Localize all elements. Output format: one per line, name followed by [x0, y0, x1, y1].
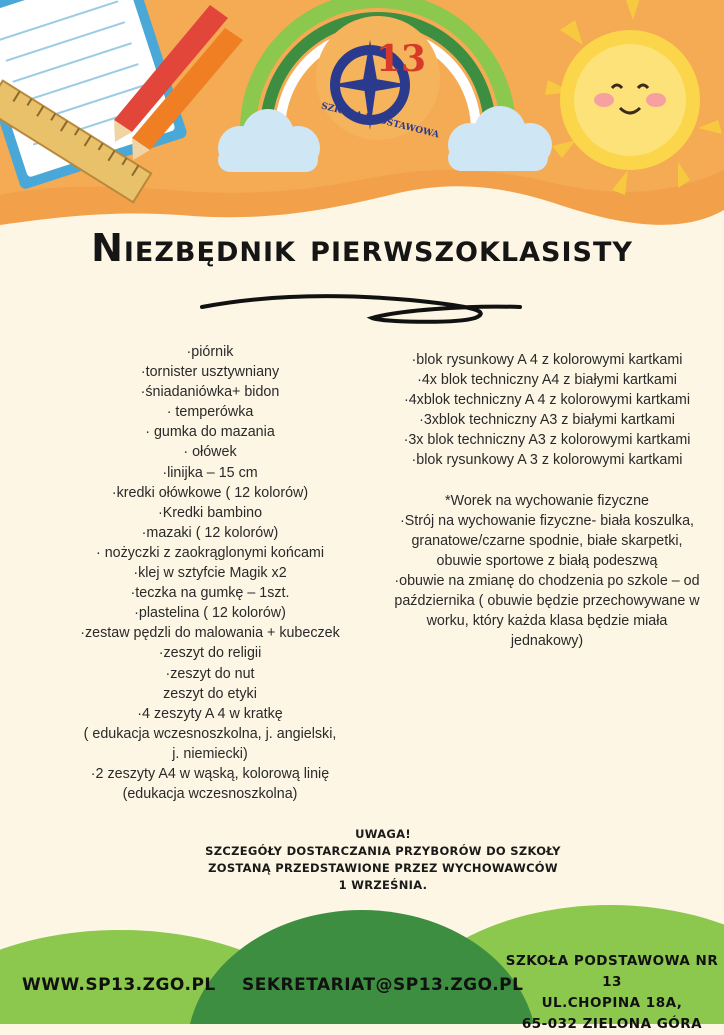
list-item: · temperówka: [166, 404, 254, 421]
logo-number: 13: [376, 38, 427, 80]
list-item: · ołówek: [183, 444, 237, 461]
list-item: ·mazaki ( 12 kolorów): [141, 524, 279, 541]
list-item: ·3x blok techniczny A3 z kolorowymi kartkami: [403, 432, 691, 449]
list-item: ·linijka – 15 cm: [162, 464, 258, 481]
list-item: ·4x blok techniczny A4 z białymi kartkami: [417, 372, 677, 389]
list-item: ·klej w sztyfcie Magik x2: [133, 565, 287, 582]
address-line: 65-032 ZIELONA GÓRA: [521, 1016, 703, 1032]
list-item: zeszyt do etyki: [163, 685, 257, 702]
footer-address: [505, 951, 719, 1035]
logo-text: SZKOŁA PODSTAWOWA: [320, 101, 440, 141]
list-item: ·2 zeszyty A4 w wąską, kolorową linię: [90, 765, 330, 782]
list-item: ·tornister usztywniany: [140, 364, 280, 381]
list-item: · nożyczki z zaokrąglonymi końcami: [95, 544, 325, 561]
footer-website-link[interactable]: WWW.SP13.ZGO.PL: [22, 975, 216, 995]
list-item: · gumka do mazania: [145, 424, 275, 441]
address-line: UL.CHOPINA 18A,: [541, 995, 683, 1011]
supplies-list-left: [40, 342, 380, 804]
supplies-list-right: [392, 350, 702, 651]
list-item: *Worek na wychowanie fizyczne: [445, 492, 649, 509]
list-item: ·Strój na wychowanie fizyczne- biała koszulka, granatowe/czarne spodnie, białe skarpetki, obuwie sportowe z białą podeszwą: [399, 512, 694, 569]
list-item: ·blok rysunkowy A 3 z kolorowymi kartkami: [411, 452, 683, 469]
list-item: j. niemiecki): [172, 745, 248, 762]
list-item: ·4 zeszyty A 4 w kratkę: [137, 705, 283, 722]
list-item: ·plastelina ( 12 kolorów): [134, 605, 286, 622]
notice-block: [0, 826, 724, 894]
list-item: ·kredki ołówkowe ( 12 kolorów): [111, 484, 309, 501]
list-item: ·4xblok techniczny A 4 z kolorowymi kartkami: [403, 392, 691, 409]
list-item: ·blok rysunkowy A 4 z kolorowymi kartkami: [411, 352, 683, 368]
notice-heading: UWAGA!: [355, 827, 411, 841]
address-line: SZKOŁA PODSTAWOWA NR 13: [505, 953, 719, 990]
notice-line: SZCZEGÓŁY DOSTARCZANIA PRZYBORÓW DO SZKOŁY: [205, 844, 561, 858]
list-item: ·teczka na gumkę – 1szt.: [130, 585, 290, 602]
list-item: ·3xblok techniczny A3 z białymi kartkami: [419, 412, 675, 429]
list-item: ( edukacja wczesnoszkolna, j. angielski,: [83, 725, 337, 742]
list-item: ·śniadaniówka+ bidon: [140, 384, 280, 401]
list-item: ·piórnik: [186, 344, 234, 360]
page-title: Niezbędnik pierwszoklasisty: [91, 226, 633, 270]
footer-email-link[interactable]: SEKRETARIAT@SP13.ZGO.PL: [242, 975, 524, 995]
list-item: (edukacja wczesnoszkolna): [122, 786, 298, 803]
list-item: ·zestaw pędzli do malowania + kubeczek: [80, 625, 340, 642]
list-item: ·obuwie na zmianę do chodzenia po szkole – od października ( obuwie będzie przechowywane w worku, który każda klasa będzie miała jednakowy): [394, 572, 700, 650]
list-item: ·zeszyt do nut: [165, 665, 255, 682]
list-item: ·Kredki bambino: [157, 504, 263, 521]
notice-line: 1 WRZEŚNIA.: [338, 878, 428, 892]
title-underline: [202, 296, 520, 322]
notice-line: ZOSTANĄ PRZEDSTAWIONE PRZEZ WYCHOWAWCÓW: [208, 861, 558, 875]
list-item: ·zeszyt do religii: [158, 645, 262, 662]
